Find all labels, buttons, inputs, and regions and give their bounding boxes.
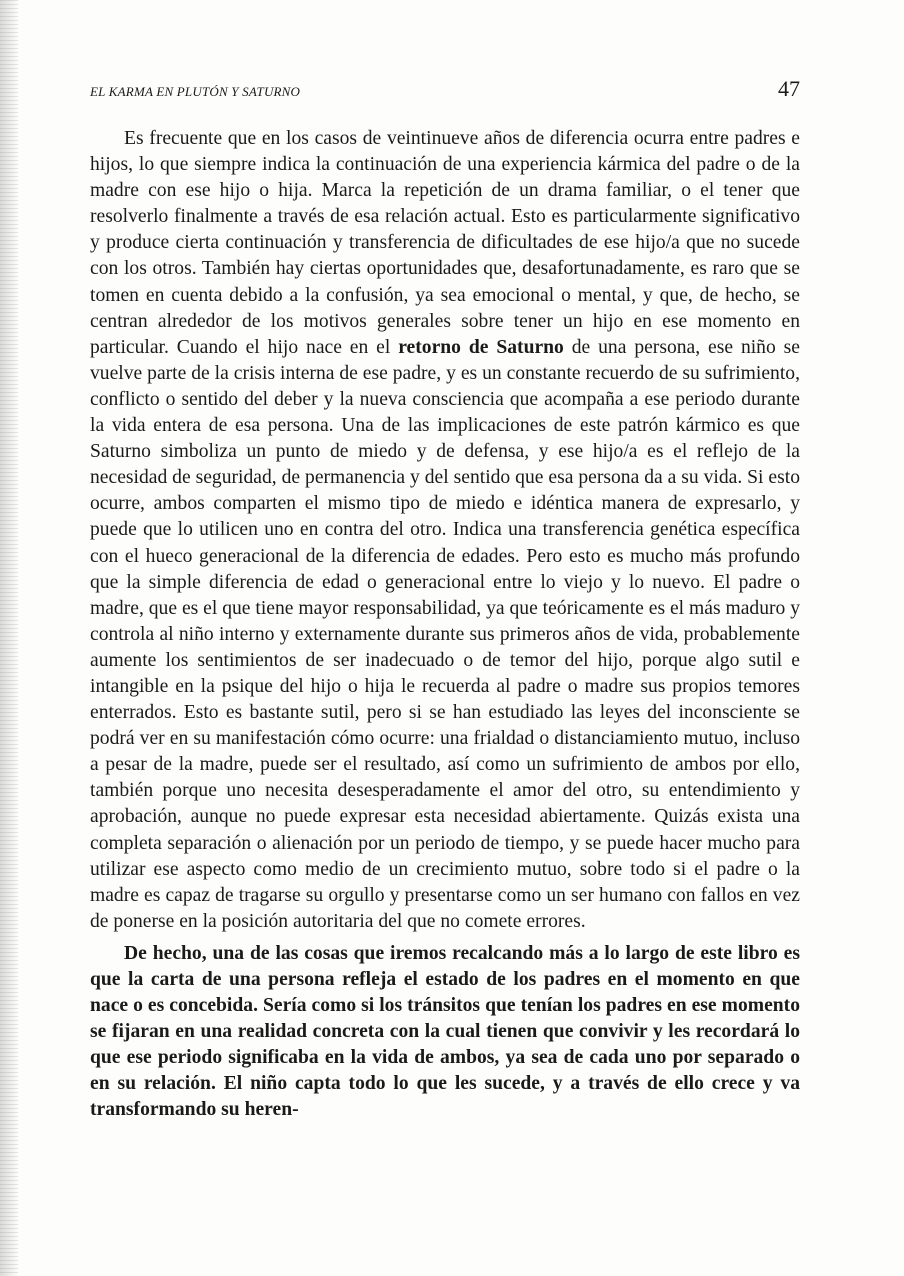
paragraph-1-text-a: Es frecuente que en los casos de veintinueve años de diferencia ocurra entre padres e hijos, lo que siempre indica la continuación de una experiencia kármica del padre o de la madre con ese hijo o hija. Marca la repetición de un drama familiar, o el tener que resolverlo finalmente a través de esa relación actual. Esto es particularmente significativo y produce cierta continuación y transferencia de dificultades de ese hijo/a que no sucede con los otros. También hay ciertas oportunidades que, desafortunadamente, es raro que se tomen en cuenta debido a la confusión, ya sea emocional o mental, y que, de hecho, se centran alrededor de los motivos generales sobre tener un hijo en ese momento en particular. Cuando el hijo nace en el: [90, 128, 800, 358]
paragraph-1: [90, 126, 800, 935]
paragraph-1-text-b: de una persona, ese niño se vuelve parte de la crisis interna de ese padre, y es un constante recuerdo de su sufrimiento, conflicto o sentido del deber y la nueva consciencia que acompaña a ese periodo durante la vida entera de esa persona. Una de las implicaciones de este patrón kármico es que Saturno simboliza un punto de miedo y de defensa, y ese hijo/a es el reflejo de la necesidad de seguridad, de permanencia y del sentido que esa persona da a su vida. Si esto ocurre, ambos comparten el mismo tipo de miedo e idéntica manera de expresarlo, y puede que lo utilicen uno en contra del otro. Indica una transferencia genética específica con el hueco generacional de la diferencia de edades. Pero esto es mucho más profundo que la simple diferencia de edad o generacional entre lo viejo y lo nuevo. El padre o madre, que es el que tiene mayor responsabilidad, ya que teóricamente es el más maduro y controla al niño interno y externamente durante sus primeros años de vida, probablemente aumente los sentimientos de ser inadecuado o de temor del hijo, porque algo sutil e intangible en la psique del hijo o hija le recuerda al padre o madre sus propios temores enterrados. Esto es bastante sutil, pero si se han estudiado las leyes del inconsciente se podrá ver en su manifestación cómo ocurre: una frialdad o distanciamiento mutuo, incluso a pesar de la madre, puede ser el resultado, así como un sufrimiento de ambos por ello, también porque uno necesita desesperadamente el amor del otro, su entendimiento y aprobación, aunque no puede expresar esta necesidad abiertamente. Quizás exista una completa separación o alienación por un periodo de tiempo, y se puede hacer mucho para utilizar ese aspecto como medio de un crecimiento mutuo, sobre todo si el padre o la madre es capaz de tragarse su orgullo y presentarse como un ser humano con fallos en vez de ponerse en la posición autoritaria del que no comete errores.: [90, 336, 801, 932]
page-number: 47: [778, 76, 800, 101]
scan-edge-shadow: [0, 0, 18, 1276]
paragraph-2: De hecho, una de las cosas que iremos recalcando más a lo largo de este libro es que la carta de una persona refleja el estado de los padres en el momento en que nace o es concebida. Sería como si los tránsitos que tenían los padres en ese momento se fijaran en una realidad concreta con la cual tienen que convivir y les recordará lo que ese periodo significaba en la vida de ambos, ya sea de cada uno por separado o en su relación. El niño capta todo lo que les sucede, y a través de ello crece y va transformando su heren-: [90, 942, 800, 1121]
running-head: EL KARMA EN PLUTÓN Y SATURNO: [90, 84, 301, 99]
body-text: [90, 126, 800, 1124]
paragraph-1-bold-term: retorno de Saturno: [398, 336, 564, 358]
